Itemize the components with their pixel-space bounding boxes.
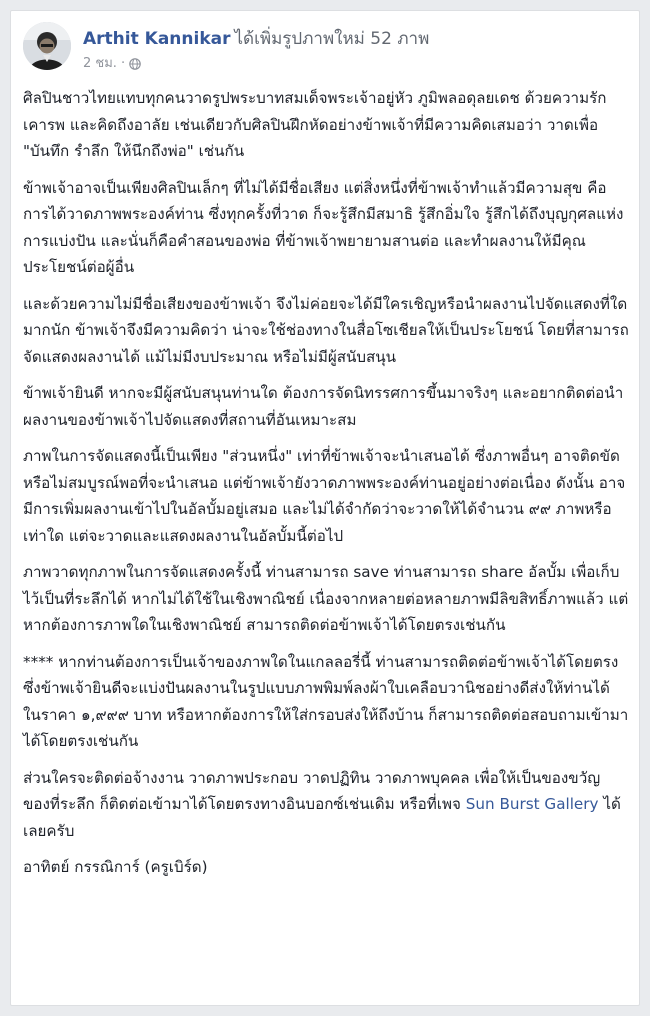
post-paragraph: ภาพวาดทุกภาพในการจัดแสดงครั้งนี้ ท่านสามารถ save ท่านสามารถ share อัลบั้ม เพื่อเก็บไว้เป็นที่ระลึกได้ หากไม่ได้ใช้ในเชิงพาณิชย์ เนื่องจากหลายต่อหลายภาพมีลิขสิทธิ์ภาพแล้ว แต่หากต้องการภาพใดในเชิงพาณิชย์ สามารถติดต่อข้าพเจ้าได้โดยตรงเช่นกัน — [23, 563, 629, 634]
post-paragraph: ข้าพเจ้ายินดี หากจะมีผู้สนับสนุนท่านใด ต้องการจัดนิทรรศการขึ้นมาจริงๆ และอยากติดต่อนำผลงานของข้าพเจ้าไปจัดแสดงที่สถานที่อันเหมาะสม — [23, 384, 624, 429]
globe-icon[interactable] — [129, 58, 141, 70]
post-header — [23, 22, 627, 78]
post-paragraph: **** หากท่านต้องการเป็นเจ้าของภาพใดในแกลลอรี่นี้ ท่านสามารถติดต่อข้าพเจ้าได้โดยตรง ซึ่งข้าพเจ้ายินดีจะแบ่งปันผลงานในรูปแบบภาพพิมพ์ลงผ้าใบเคลือบวานิชอย่างดีส่งให้ท่านได้ ในราคา ๑,๙๙๙ บาท หรือหากต้องการให้ใส่กรอบส่งให้ถึงบ้าน ก็สามารถติดต่อสอบถามเข้ามาได้โดยตรงเช่นกัน — [23, 652, 629, 750]
contact-text: ส่วนใครจะติดต่อจ้างงาน วาดภาพประกอบ วาดปฏิทิน วาดภาพบุคคล เพื่อให้เป็นของขวัญ ของที่ระลึก ก็ติดต่อเข้ามาได้โดยตรงทางอินบอกซ์เช่นเดิม หรือที่เพจ — [23, 768, 601, 813]
avatar[interactable] — [23, 22, 71, 70]
post-paragraph: ข้าพเจ้าอาจเป็นเพียงศิลปินเล็กๆ ที่ไม่ได้มีชื่อเสียง แต่สิ่งหนึ่งที่ข้าพเจ้าทำแล้วมีความสุข คือการได้วาดภาพพระองค์ท่าน ซึ่งทุกครั้งที่วาด ก็จะรู้สึกมีสมาธิ รู้สึกอิ่มใจ รู้สึกได้ถึงบุญกุศลแห่งการแบ่งปัน และนั่นก็คือคำสอนของพ่อ ที่ข้าพเจ้าพยายามสานต่อ และทำผลงานให้มีคุณประโยชน์ต่อผู้อื่น — [23, 178, 624, 276]
page-link[interactable]: Sun Burst Gallery — [465, 795, 599, 813]
author-name-link[interactable]: Arthit Kannikar — [83, 29, 231, 49]
post-card — [10, 10, 640, 1006]
post-signature: อาทิตย์ กรรณิการ์ (ครูเบิร์ด) — [23, 858, 208, 876]
post-paragraph-contact — [23, 765, 629, 845]
post-paragraph: ภาพในการจัดแสดงนี้เป็นเพียง "ส่วนหนึ่ง" เท่าที่ข้าพเจ้าจะนำเสนอได้ ซึ่งภาพอื่นๆ อาจติดขัดหรือไม่สมบูรณ์พอที่จะนำเสนอ แต่ข้าพเจ้ายังวาดภาพพระองค์ท่านอยู่อย่างต่อเนื่อง ดังนั้น อาจมีการเพิ่มผลงานเข้าไปในอัลบั้มอยู่เสมอ และไม่ได้จำกัดว่าจะวาดให้ได้จำนวน ๙๙ ภาพหรือเท่าใด แต่จะวาดและแสดงผลงานในอัลบั้มนี้ต่อไป — [23, 447, 626, 545]
contact-text-end: ได้เลยครับ — [23, 795, 621, 840]
post-action-text: ได้เพิ่มรูปภาพใหม่ 52 ภาพ — [234, 29, 430, 49]
post-timestamp-link[interactable]: 2 ชม. — [83, 56, 117, 71]
post-meta — [83, 56, 141, 72]
post-paragraph: ศิลปินชาวไทยแทบทุกคนวาดรูปพระบาทสมเด็จพระเจ้าอยู่หัว ภูมิพลอดุลยเดช ด้วยความรัก เคารพ และคิดถึงอาลัย เช่นเดียวกับศิลปินฝึกหัดอย่างข้าพเจ้าที่มีความคิดเสมอว่า วาดเพื่อ "บันทึก รำลึก ให้นึกถึงพ่อ" เช่นกัน — [23, 89, 607, 160]
post-paragraph: และด้วยความไม่มีชื่อเสียงของข้าพเจ้า จึงไม่ค่อยจะได้มีใครเชิญหรือนำผลงานไปจัดแสดงที่ใดมากนัก ข้าพเจ้าจึงมีความคิดว่า น่าจะใช้ช่องทางในสื่อโซเชียลให้เป็นประโยชน์ โดยที่สามารถจัดแสดงผลงานได้ แม้ไม่มีงบประมาณ หรือไม่มีผู้สนับสนุน — [23, 294, 629, 366]
post-title-line — [83, 28, 429, 50]
meta-separator: · — [120, 56, 126, 71]
post-body — [23, 85, 629, 891]
